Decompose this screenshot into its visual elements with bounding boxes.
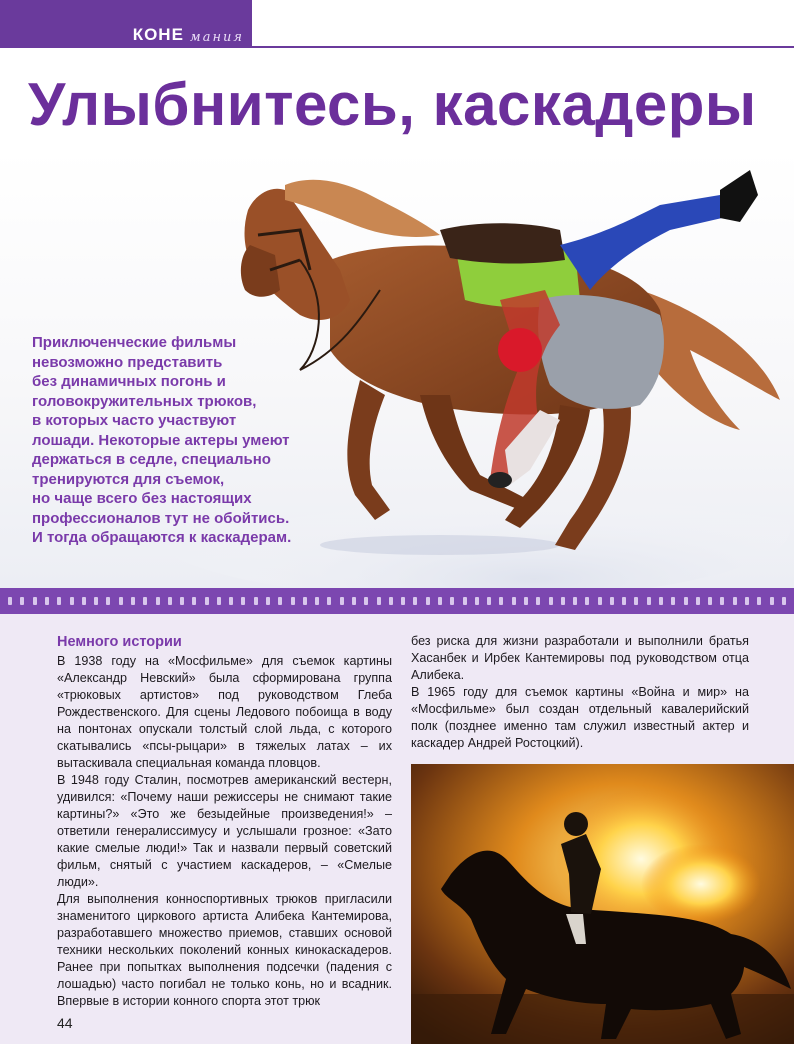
header-brand: КОНЕ	[132, 25, 184, 44]
film-hole	[20, 597, 24, 605]
film-hole	[499, 597, 503, 605]
film-hole	[598, 597, 602, 605]
film-hole	[426, 597, 430, 605]
article-paragraph: В 1948 году Сталин, посмотрев американский вестерн, удивился: «Почему наши режиссеры не снимают такие картины?» «Это же безыдейные произведения!» – ответили генералиссимусу и услышали грозное: «Зато какие смелые люди!» Так и назвали первый советский фильм, снятый с участием каскадеров, – «Смелые люди».	[57, 773, 392, 889]
article-column-left	[57, 633, 392, 1010]
film-hole	[622, 597, 626, 605]
intro-line: невозможно представить	[32, 353, 223, 371]
film-hole	[352, 597, 356, 605]
header-brand-suffix: мания	[189, 30, 244, 45]
film-hole	[278, 597, 282, 605]
film-hole	[45, 597, 49, 605]
film-hole	[241, 597, 245, 605]
film-hole	[512, 597, 516, 605]
film-hole	[254, 597, 258, 605]
film-hole	[291, 597, 295, 605]
article-column-right	[411, 633, 749, 752]
film-strip-divider	[0, 588, 794, 614]
article-paragraph: В 1965 году для съемок картины «Война и мир» на «Мосфильме» был создан отдельный кавалерийский полк (позднее именно там служил известный актер и каскадер Андрей Ростоцкий).	[411, 685, 749, 750]
film-hole	[119, 597, 123, 605]
film-hole	[70, 597, 74, 605]
film-hole	[266, 597, 270, 605]
film-hole	[156, 597, 160, 605]
article-paragraph: Для выполнения конноспортивных трюков пригласили знаменитого циркового артиста Алибека Кантемирова, разработавшего множество приемов, ставших основой техники нескольких поколений конных кинокаскадеров. Ранее при попытках выполнения подсечки (падения с лошадью) часто погибал не только конь, но и всадник. Впервые в истории конного спорта этот трюк	[57, 892, 392, 1008]
film-hole	[561, 597, 565, 605]
film-hole	[757, 597, 761, 605]
film-hole	[659, 597, 663, 605]
page-number: 44	[57, 1015, 73, 1031]
film-hole	[573, 597, 577, 605]
film-hole	[549, 597, 553, 605]
intro-lead	[32, 333, 332, 548]
film-hole	[33, 597, 37, 605]
film-strip-holes	[0, 597, 794, 605]
film-hole	[634, 597, 638, 605]
film-hole	[438, 597, 442, 605]
film-hole	[463, 597, 467, 605]
intro-line: без динамичных погонь и	[32, 373, 226, 390]
article-paragraph: В 1938 году на «Мосфильме» для съемок картины «Александр Невский» была сформирована группа «трюковых артистов» под руководством Глеба Рождественского. Для сцены Ледового побоища в воду на понтонах опускали толстый слой льда, с которого скатывались «псы-рыцари» в тяжелых латах – их вытаскивала специальная команда пловцов.	[57, 654, 392, 770]
film-hole	[57, 597, 61, 605]
intro-line: профессионалов тут не обойтись.	[32, 509, 290, 527]
film-hole	[708, 597, 712, 605]
intro-line: держаться в седле, специально	[32, 451, 271, 468]
film-hole	[647, 597, 651, 605]
section-title: Немного истории	[57, 634, 182, 650]
film-hole	[327, 597, 331, 605]
film-hole	[377, 597, 381, 605]
film-hole	[696, 597, 700, 605]
film-hole	[745, 597, 749, 605]
film-hole	[180, 597, 184, 605]
intro-line: в которых часто участвуют	[32, 412, 237, 429]
film-hole	[192, 597, 196, 605]
film-hole	[770, 597, 774, 605]
intro-line: но чаще всего без настоящих	[32, 490, 252, 507]
intro-line: лошади. Некоторые актеры умеют	[32, 431, 290, 449]
film-hole	[684, 597, 688, 605]
film-hole	[733, 597, 737, 605]
film-hole	[364, 597, 368, 605]
film-hole	[524, 597, 528, 605]
film-hole	[106, 597, 110, 605]
article-paragraph: без риска для жизни разработали и выполнили братья Хасанбек и Ирбек Кантемировы под руководством отца Алибека.	[411, 634, 749, 682]
film-hole	[720, 597, 724, 605]
film-hole	[340, 597, 344, 605]
film-hole	[315, 597, 319, 605]
fire-stunt-photo	[411, 764, 794, 1044]
film-hole	[475, 597, 479, 605]
intro-line: Приключенческие фильмы	[32, 334, 237, 351]
film-hole	[450, 597, 454, 605]
film-hole	[413, 597, 417, 605]
film-hole	[94, 597, 98, 605]
film-hole	[168, 597, 172, 605]
article-title: Улыбнитесь, каскадеры	[28, 71, 757, 138]
film-hole	[782, 597, 786, 605]
fire-stunt-illustration	[411, 764, 794, 1044]
film-hole	[401, 597, 405, 605]
film-hole	[671, 597, 675, 605]
film-hole	[585, 597, 589, 605]
film-hole	[487, 597, 491, 605]
film-hole	[82, 597, 86, 605]
film-hole	[8, 597, 12, 605]
header-band	[0, 0, 252, 48]
film-hole	[229, 597, 233, 605]
film-hole	[131, 597, 135, 605]
film-hole	[389, 597, 393, 605]
film-hole	[610, 597, 614, 605]
film-hole	[303, 597, 307, 605]
intro-line: тренируются для съемок,	[32, 470, 225, 488]
film-hole	[205, 597, 209, 605]
header-rule	[252, 46, 794, 48]
film-hole	[143, 597, 147, 605]
film-hole	[536, 597, 540, 605]
film-hole	[217, 597, 221, 605]
intro-line: И тогда обращаются к каскадерам.	[32, 529, 292, 546]
intro-line: головокружительных трюков,	[32, 392, 257, 410]
